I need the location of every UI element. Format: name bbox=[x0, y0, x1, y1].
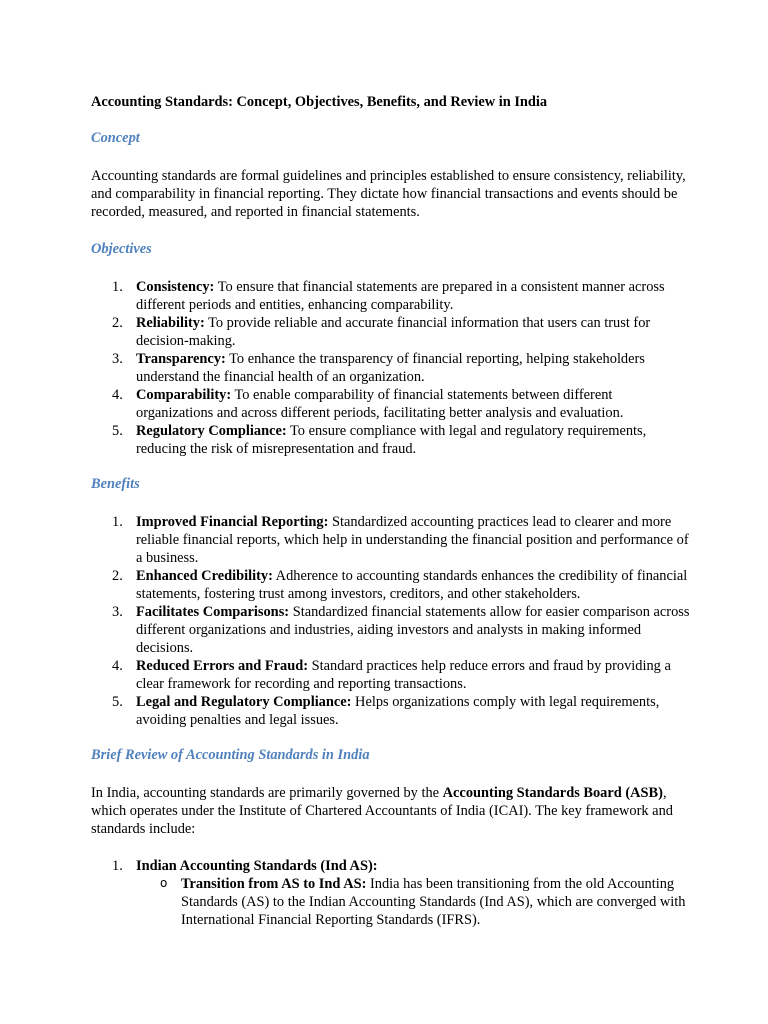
objective-item: 2. Reliability: To provide reliable and accurate financial information that users can trust for decision-making. bbox=[112, 315, 651, 349]
review-subterm: Transition from AS to Ind AS: bbox=[181, 876, 367, 892]
objective-text: To enhance the transparency of financial reporting, helping stakeholders understand the financial health of an organization. bbox=[136, 351, 645, 385]
asb-term: Accounting Standards Board (ASB) bbox=[442, 785, 663, 801]
review-list bbox=[91, 857, 691, 929]
benefit-item: 3. Facilitates Comparisons: Standardized financial statements allow for easier comparison across different organizations and industries, aiding investors and analysts in making informed decisions. bbox=[112, 604, 690, 656]
review-item: 1. Indian Accounting Standards (Ind AS): o Transition from AS to Ind AS: India has been transitioning from the old Accounting Standards (AS) to the Indian Accounting Standards (Ind AS), which are converged with International Financial Reporting Standards (IFRS). bbox=[91, 857, 691, 929]
benefit-text: Helps organizations comply with legal requirements, avoiding penalties and legal issues. bbox=[136, 694, 660, 728]
review-sublist bbox=[136, 875, 691, 929]
bullet-icon: o bbox=[160, 876, 168, 890]
concept-paragraph: Accounting standards are formal guidelines and principles established to ensure consistency, reliability, and comparability in financial reporting. They dictate how financial transactions and events should be recorded, measured, and reported in financial statements. bbox=[91, 168, 686, 220]
objectives-list bbox=[91, 278, 691, 458]
objective-term: Transparency: bbox=[136, 351, 226, 367]
review-term: Indian Accounting Standards (Ind AS): bbox=[136, 858, 378, 874]
benefits-list bbox=[91, 513, 691, 729]
benefit-text: Standardized financial statements allow for easier comparison across different organizations and industries, aiding investors and analysts in making informed decisions. bbox=[136, 604, 690, 656]
benefit-term: Improved Financial Reporting: bbox=[136, 514, 329, 530]
objectives-heading: Objectives bbox=[91, 241, 152, 257]
objective-item: 1. Consistency: To ensure that financial statements are prepared in a consistent manner across different periods and entities, enhancing comparability. bbox=[112, 279, 665, 313]
benefit-text: Adherence to accounting standards enhances the credibility of financial statements, fostering trust among investors, creditors, and other stakeholders. bbox=[136, 568, 688, 602]
benefits-heading: Benefits bbox=[91, 476, 140, 492]
objective-item: 3. Transparency: To enhance the transparency of financial reporting, helping stakeholders understand the financial health of an organization. bbox=[112, 351, 645, 385]
benefit-item: 5. Legal and Regulatory Compliance: Helps organizations comply with legal requirements, avoiding penalties and legal issues. bbox=[112, 694, 660, 728]
benefit-text: Standardized accounting practices lead to clearer and more reliable financial reports, which help in understanding the financial position and performance of a business. bbox=[136, 514, 689, 566]
review-intro-paragraph: In India, accounting standards are primarily governed by the Accounting Standards Board (ASB), which operates under the Institute of Chartered Accountants of India (ICAI). The key framework and standards include: bbox=[91, 785, 673, 837]
benefit-term: Enhanced Credibility: bbox=[136, 568, 273, 584]
objective-term: Consistency: bbox=[136, 279, 215, 295]
objective-text: To ensure compliance with legal and regulatory requirements, reducing the risk of misrepresentation and fraud. bbox=[136, 423, 647, 457]
review-subitem bbox=[136, 875, 691, 929]
review-heading: Brief Review of Accounting Standards in India bbox=[91, 747, 370, 763]
objective-text: To provide reliable and accurate financial information that users can trust for decision-making. bbox=[136, 315, 651, 349]
objective-item: 4. Comparability: To enable comparability of financial statements between different organizations and across different periods, facilitating better analysis and evaluation. bbox=[112, 387, 624, 421]
objective-item: 5. Regulatory Compliance: To ensure compliance with legal and regulatory requirements, reducing the risk of misrepresentation and fraud. bbox=[112, 423, 647, 457]
objective-term: Regulatory Compliance: bbox=[136, 423, 287, 439]
benefit-item: 4. Reduced Errors and Fraud: Standard practices help reduce errors and fraud by providing a clear framework for recording and reporting transactions. bbox=[112, 658, 671, 692]
objective-text: To enable comparability of financial statements between different organizations and across different periods, facilitating better analysis and evaluation. bbox=[136, 387, 624, 421]
benefit-term: Reduced Errors and Fraud: bbox=[136, 658, 309, 674]
benefit-term: Legal and Regulatory Compliance: bbox=[136, 694, 352, 710]
concept-heading: Concept bbox=[91, 130, 140, 146]
objective-term: Reliability: bbox=[136, 315, 205, 331]
benefit-item: 1. Improved Financial Reporting: Standardized accounting practices lead to clearer and more reliable financial reports, which help in understanding the financial position and performance of a business. bbox=[112, 514, 689, 566]
objective-term: Comparability: bbox=[136, 387, 232, 403]
benefit-item: 2. Enhanced Credibility: Adherence to accounting standards enhances the credibility of financial statements, fostering trust among investors, creditors, and other stakeholders. bbox=[112, 568, 688, 602]
objective-text: To ensure that financial statements are prepared in a consistent manner across different periods and entities, enhancing comparability. bbox=[136, 279, 665, 313]
document-title: Accounting Standards: Concept, Objectives, Benefits, and Review in India bbox=[91, 94, 548, 110]
benefit-term: Facilitates Comparisons: bbox=[136, 604, 290, 620]
review-subtext: India has been transitioning from the old Accounting Standards (AS) to the Indian Accounting Standards (Ind AS), which are converged with International Financial Reporting Standards (IFRS). bbox=[181, 876, 686, 928]
benefit-text: Standard practices help reduce errors and fraud by providing a clear framework for recording and reporting transactions. bbox=[136, 658, 671, 692]
